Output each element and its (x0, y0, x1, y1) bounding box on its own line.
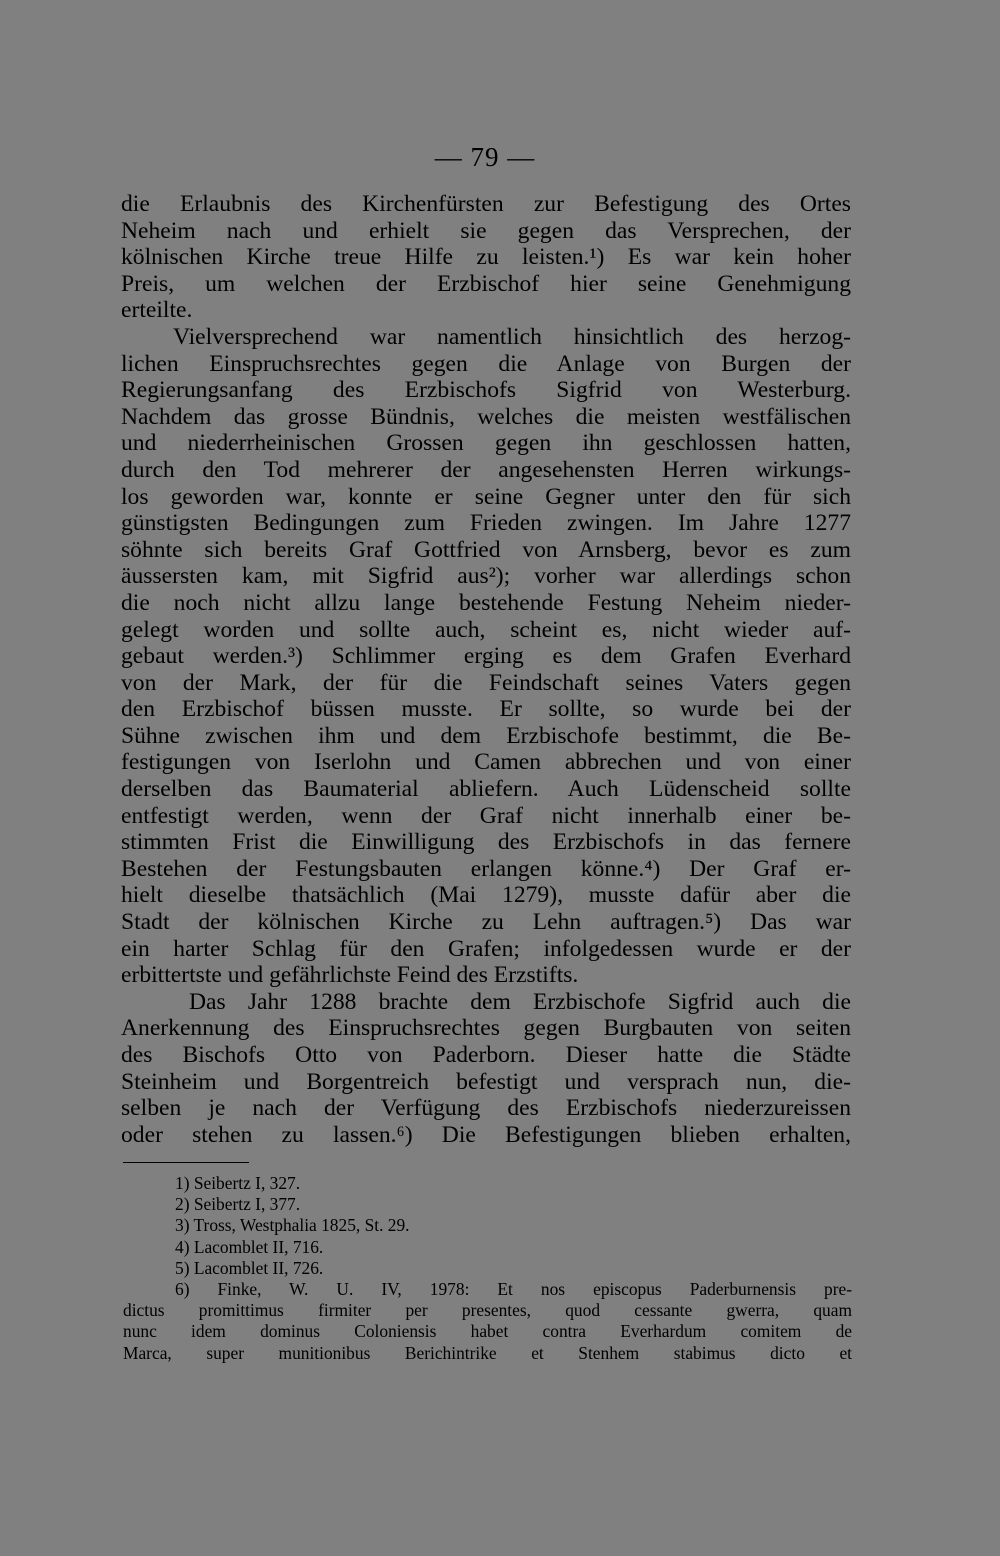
body-line: und niederrheinischen Grossen gegen ihn geschlossen hatten, (121, 430, 851, 457)
body-line: söhnte sich bereits Graf Gottfried von Arnsberg, bevor es zum (121, 536, 851, 563)
body-line: los geworden war, konnte er seine Gegner unter den für sich (121, 483, 851, 510)
body-line: ein harter Schlag für den Grafen; infolgedessen wurde er der (121, 935, 851, 962)
footnote-continuation: dictus promittimus firmiter per presentes, quod cessante gwerra, quam (123, 1300, 852, 1321)
body-line: Sühne zwischen ihm und dem Erzbischofe bestimmt, die Be- (121, 722, 851, 749)
body-text (121, 191, 851, 1148)
body-line: von der Mark, der für die Feindschaft seines Vaters gegen (121, 669, 851, 696)
footnote-continuation: nunc idem dominus Coloniensis habet contra Everhardum comitem de (123, 1321, 852, 1342)
body-line: Vielversprechend war namentlich hinsichtlich des herzog- (173, 323, 851, 350)
page-number: — 79 — (434, 142, 536, 172)
body-line: hielt dieselbe thatsächlich (Mai 1279), musste dafür aber die (121, 882, 851, 909)
body-line: Stadt der kölnischen Kirche zu Lehn auftragen.⁵) Das war (121, 909, 851, 936)
body-line: Nachdem das grosse Bündnis, welches die meisten westfälischen (121, 403, 851, 430)
body-line: Regierungsanfang des Erzbischofs Sigfrid von Westerburg. (121, 377, 851, 404)
body-line: Das Jahr 1288 brachte dem Erzbischofe Sigfrid auch die (189, 988, 851, 1015)
body-line: Preis, um welchen der Erzbischof hier seine Genehmigung (121, 270, 851, 297)
body-line: entfestigt werden, wenn der Graf nicht innerhalb einer be- (121, 802, 851, 829)
body-line: die Erlaubnis des Kirchenfürsten zur Befestigung des Ortes (121, 191, 851, 217)
body-line: gebaut werden.³) Schlimmer erging es dem Grafen Everhard (121, 643, 851, 670)
body-line: stimmten Frist die Einwilligung des Erzbischofs in das fernere (121, 829, 851, 856)
body-line: Bestehen der Festungsbauten erlangen könne.⁴) Der Graf er- (121, 855, 851, 882)
body-line: Neheim nach und erhielt sie gegen das Versprechen, der (121, 217, 851, 244)
footnote-divider (123, 1162, 249, 1163)
body-line: des Bischofs Otto von Paderborn. Dieser hatte die Städte (121, 1042, 851, 1068)
body-line: gelegt worden und sollte auch, scheint es, nicht wieder auf- (121, 616, 851, 643)
footnote: 2) Seibertz I, 377. (175, 1194, 301, 1215)
body-line: Anerkennung des Einspruchsrechtes gegen Burgbauten von seiten (121, 1015, 851, 1042)
body-line: oder stehen zu lassen.⁶) Die Befestigungen blieben erhalten, (121, 1121, 851, 1148)
footnote: 4) Lacomblet II, 716. (175, 1236, 324, 1257)
body-line: festigungen von Iserlohn und Camen abbrechen und von einer (121, 749, 851, 776)
body-line: Steinheim und Borgentreich befestigt und versprach nun, die- (121, 1068, 851, 1095)
body-line: selben je nach der Verfügung des Erzbischofs niederzureissen (121, 1095, 851, 1122)
footnote: 6) Finke, W. U. IV, 1978: Et nos episcopus Paderburnensis pre- (175, 1278, 852, 1299)
body-line: äussersten kam, mit Sigfrid aus²); vorher war allerdings schon (121, 563, 851, 590)
footnotes (123, 1173, 852, 1364)
body-line: derselben das Baumaterial abliefern. Auch Lüdenscheid sollte (121, 776, 851, 803)
footnote-continuation: Marca, super munitionibus Berichintrike et Stenhem stabimus dicto et (123, 1342, 852, 1363)
footnote: 3) Tross, Westphalia 1825, St. 29. (175, 1215, 410, 1236)
footnote: 5) Lacomblet II, 726. (175, 1257, 324, 1278)
body-line: kölnischen Kirche treue Hilfe zu leisten.¹) Es war kein hoher (121, 244, 851, 271)
body-line: durch den Tod mehrerer der angesehensten Herren wirkungs- (121, 456, 851, 483)
body-line: lichen Einspruchsrechtes gegen die Anlage von Burgen der (121, 350, 851, 377)
footnote: 1) Seibertz I, 327. (175, 1173, 301, 1193)
body-line: erteilte. (121, 297, 193, 324)
body-line: die noch nicht allzu lange bestehende Festung Neheim nieder- (121, 589, 851, 616)
body-line: den Erzbischof büssen musste. Er sollte, so wurde bei der (121, 696, 851, 723)
body-line: erbittertste und gefährlichste Feind des Erzstifts. (121, 962, 579, 989)
body-line: günstigsten Bedingungen zum Frieden zwingen. Im Jahre 1277 (121, 510, 851, 537)
